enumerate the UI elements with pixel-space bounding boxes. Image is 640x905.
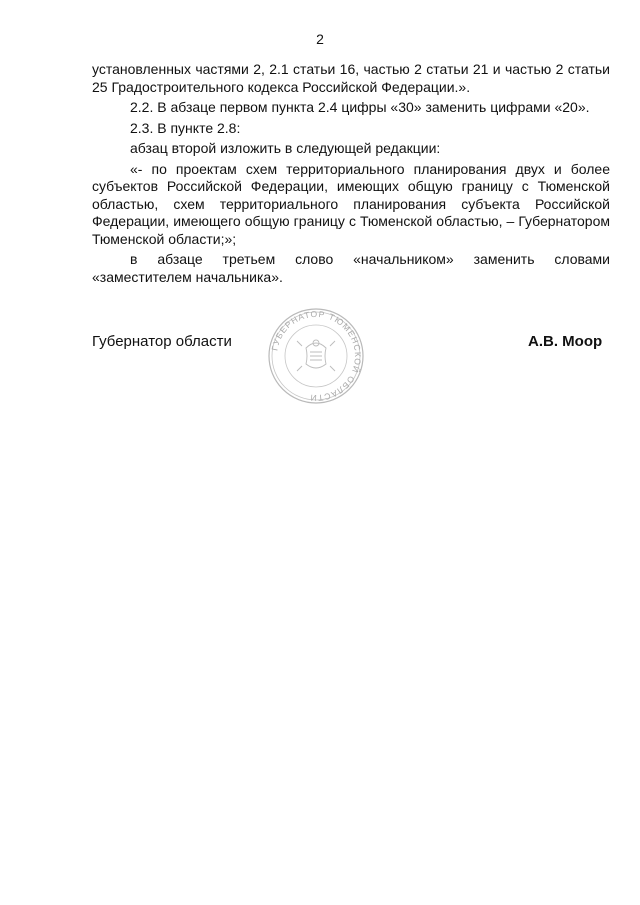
seal-graphic	[266, 306, 366, 406]
document-body	[92, 61, 610, 289]
paragraph-abzac-vtoroy: абзац второй изложить в следующей редакции:	[130, 140, 441, 156]
paragraph-2-2: 2.2. В абзаце первом пункта 2.4 цифры «30» заменить цифрами «20».	[130, 99, 590, 115]
page-number: 2	[316, 31, 324, 47]
paragraph-quoted-amendment: «- по проектам схем территориального планирования двух и более субъектов Российской Федерации, имеющих общую границу с Тюменской областью, схем территориального планирования субъекта Российской Федерации, имеющего общую границу с Тюменской областью, – Губернатором Тюменской области;»;	[92, 160, 610, 247]
paragraph-abzac-tretiy: в абзаце третьем слово «начальником» заменить словами «заместителем начальника».	[92, 251, 610, 285]
paragraph-2-3: 2.3. В пункте 2.8:	[130, 119, 241, 136]
coat-of-arms-icon	[297, 340, 335, 371]
signature-name: А.В. Моор	[528, 333, 603, 350]
official-seal	[266, 306, 366, 406]
signature-position: Губернатор области	[92, 333, 232, 350]
paragraph-continuation-line-2: 25 Градостроительного кодекса Российской Федерации.».	[92, 78, 471, 95]
seal-text: ГУБЕРНАТОР ТЮМЕНСКОЙ ОБЛАСТИ	[269, 308, 364, 404]
paragraph-continuation-line-1: установленных частями 2, 2.1 статьи 16, частью 2 статьи 21 и частью 2 статьи	[92, 61, 610, 77]
